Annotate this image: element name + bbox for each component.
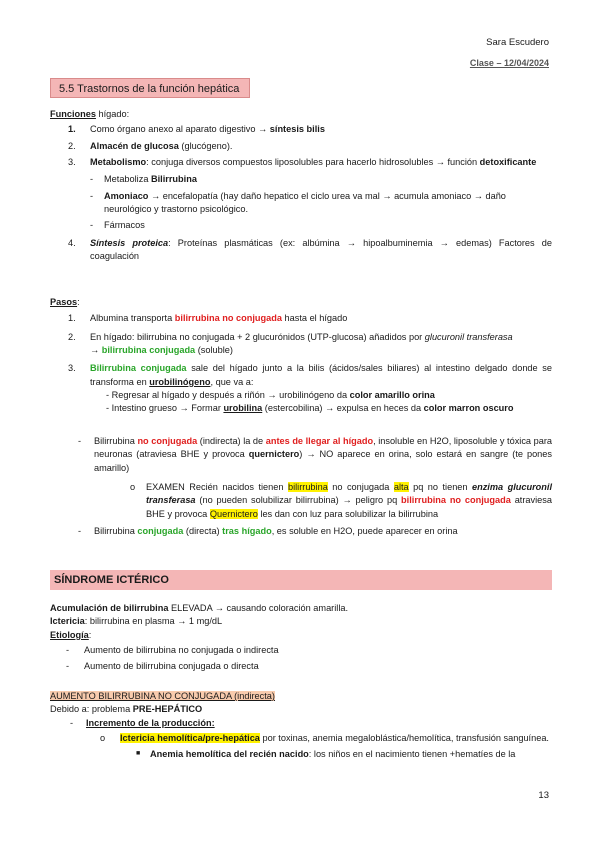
list-item: - Bilirrubina conjugada (directa) tras hígado, es soluble en H2O, puede aparecer en orina: [78, 526, 458, 537]
pasos-heading: Pasos:: [50, 297, 80, 307]
text-line: Ictericia: bilirrubina en plasma → 1 mg/dL: [50, 616, 223, 627]
class-date: Clase – 12/04/2024: [469, 58, 549, 68]
list-item: 4. Síntesis proteica: Proteínas plasmáticas (ex: albúmina → hipoalbuminemia → edemas) Factores de coagulación: [68, 237, 552, 262]
list-item: 2. Almacén de glucosa (glucógeno).: [68, 140, 233, 151]
list-item: - Intestino grueso → Formar urobilina (estercobilina) → expulsa en heces da color marron oscuro: [106, 403, 514, 414]
pasos-block: [50, 296, 552, 416]
list-item: - Metaboliza Bilirrubina: [90, 174, 197, 185]
funciones-block: [50, 108, 552, 263]
section-heading-hepatic: 5.5 Trastornos de la función hepática: [50, 78, 250, 98]
bilirrubina-notes: [50, 435, 552, 538]
text-line: Debido a: problema PRE-HEPÁTICO: [50, 704, 203, 715]
list-item: o EXAMEN Recién nacidos tienen bilirrubina no conjugada alta pq no tienen enzima glucuronil transferasa (no pueden solubilizar bilirrubina) → peligro pq bilirrubina no conjugada atraviesa BHE y provoca Quernictero les dan con luz para solubilizar la bilirrubina: [130, 482, 552, 519]
text-line: Etiología:: [50, 629, 92, 640]
list-item: 3. Metabolismo: conjuga diversos compuestos liposolubles para hacerlo hidrosolubles → función detoxificante: [68, 157, 537, 168]
list-item: - Fármacos: [90, 220, 145, 231]
author-name: Sara Escudero: [486, 37, 549, 48]
list-item: - Aumento de bilirrubina no conjugada o indirecta: [66, 645, 279, 656]
aumento-block: [50, 690, 552, 762]
list-item: - Regresar al hígado y después a riñón → urobilinógeno da color amarillo orina: [106, 390, 435, 401]
aumento-heading: AUMENTO BILIRRUBINA NO CONJUGADA (indirecta): [50, 691, 275, 701]
list-item: - Aumento de bilirrubina conjugada o directa: [66, 661, 259, 672]
list-item: 3. Bilirrubina conjugada sale del hígado junto a la bilis (ácidos/sales biliares) al intestino delgado donde se transforma en urobilinógeno, que va a:: [68, 363, 552, 387]
section-heading-sindrome: SÍNDROME ICTÉRICO: [50, 570, 552, 590]
funciones-heading: Funciones hígado:: [50, 109, 130, 119]
list-item: 1. Albumina transporta bilirrubina no conjugada hasta el hígado: [68, 313, 348, 324]
list-item: 1. Como órgano anexo al aparato digestivo → síntesis bilis: [68, 124, 325, 135]
list-item: o Ictericia hemolítica/pre-hepática por toxinas, anemia megaloblástica/hemolítica, transfusión sanguínea.: [100, 733, 549, 744]
page-number: 13: [538, 790, 549, 801]
list-item: - Bilirrubina no conjugada (indirecta) la de antes de llegar al hígado, insoluble en H2O, liposoluble y tóxica para neuronas (atraviesa BHE y provoca quernictero) → NO aparece en orina, solo estará en sangre (te pones amarillo): [78, 436, 553, 473]
list-item: 2. En hígado: bilirrubina no conjugada + 2 glucurónidos (UTP-glucosa) añadidos por glucuronil transferasa → bilirrubina conjugada (soluble): [68, 331, 513, 356]
list-item: - Amoniaco → encefalopatía (hay daño hepatico el ciclo urea va mal → acumula amoniaco → daño neurológico y trastorno psicológico.: [90, 190, 506, 215]
list-item: ■ Anemia hemolítica del recién nacido: los niños en el nacimiento tienen +hematíes de la: [136, 749, 516, 760]
text-line: Acumulación de bilirrubina ELEVADA → causando coloración amarilla.: [50, 603, 349, 613]
sindrome-block: [50, 602, 552, 674]
list-item: - Incremento de la producción:: [70, 717, 215, 728]
